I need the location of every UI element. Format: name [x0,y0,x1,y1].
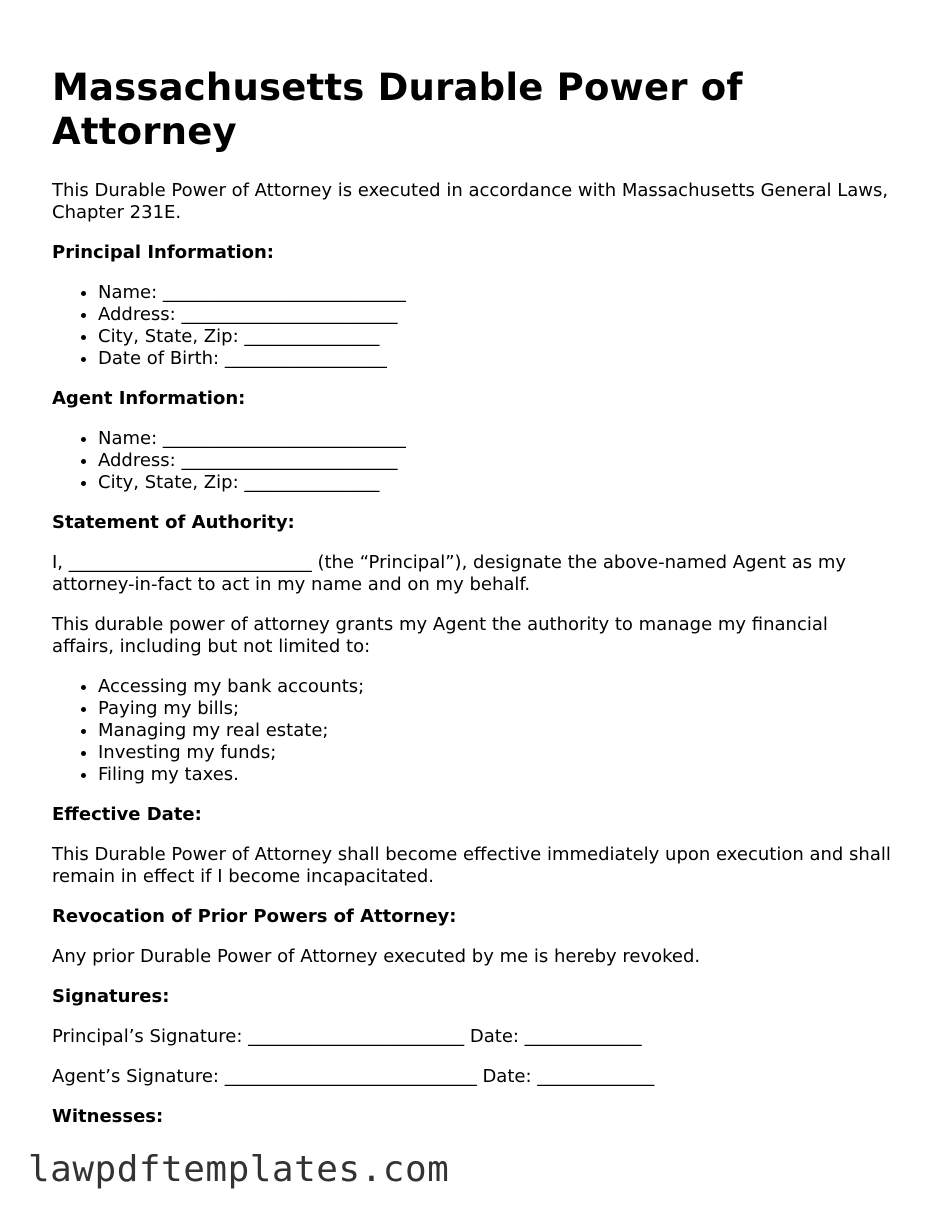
agent-signature-line: Agent’s Signature: ____________________________ Date: _____________ [52,1066,655,1087]
intro-paragraph: This Durable Power of Attorney is executed in accordance with Massachusetts General Laws, Chapter 231E. [52,180,889,223]
principal-fields-list [52,282,892,370]
power-item: • Managing my real estate; [98,720,892,742]
authority-heading: Statement of Authority: [52,512,295,533]
revocation-heading: Revocation of Prior Powers of Attorney: [52,906,457,927]
power-item: • Filing my taxes. [98,764,892,786]
principal-city-field: • City, State, Zip: _______________ [98,326,892,348]
revocation-paragraph: Any prior Durable Power of Attorney executed by me is hereby revoked. [52,946,701,967]
power-item: • Paying my bills; [98,698,892,720]
agent-heading: Agent Information: [52,388,246,409]
authority-powers-list [52,676,892,786]
agent-fields-list [52,428,892,494]
agent-name-field: • Name: ___________________________ [98,428,892,450]
agent-address-field: • Address: ________________________ [98,450,892,472]
authority-designation-paragraph: I, ___________________________ (the “Principal”), designate the above-named Agent as my attorney-in-fact to act in my name and on my behalf. [52,552,847,595]
witnesses-heading: Witnesses: [52,1106,164,1127]
principal-heading: Principal Information: [52,242,275,263]
principal-address-field: • Address: ________________________ [98,304,892,326]
principal-name-field: • Name: ___________________________ [98,282,892,304]
site-watermark: lawpdftemplates.com [28,1149,450,1190]
effective-date-paragraph: This Durable Power of Attorney shall become effective immediately upon execution and shall remain in effect if I become incapacitated. [52,844,891,887]
power-item: • Investing my funds; [98,742,892,764]
signatures-heading: Signatures: [52,986,170,1007]
agent-city-field: • City, State, Zip: _______________ [98,472,892,494]
principal-signature-line: Principal’s Signature: ________________________ Date: _____________ [52,1026,642,1047]
document-title: Massachusetts Durable Power of Attorney [52,66,743,153]
document-page [52,66,892,1146]
power-item: • Accessing my bank accounts; [98,676,892,698]
authority-grant-paragraph: This durable power of attorney grants my Agent the authority to manage my financial affairs, including but not limited to: [52,614,828,657]
principal-dob-field: • Date of Birth: __________________ [98,348,892,370]
effective-date-heading: Effective Date: [52,804,202,825]
